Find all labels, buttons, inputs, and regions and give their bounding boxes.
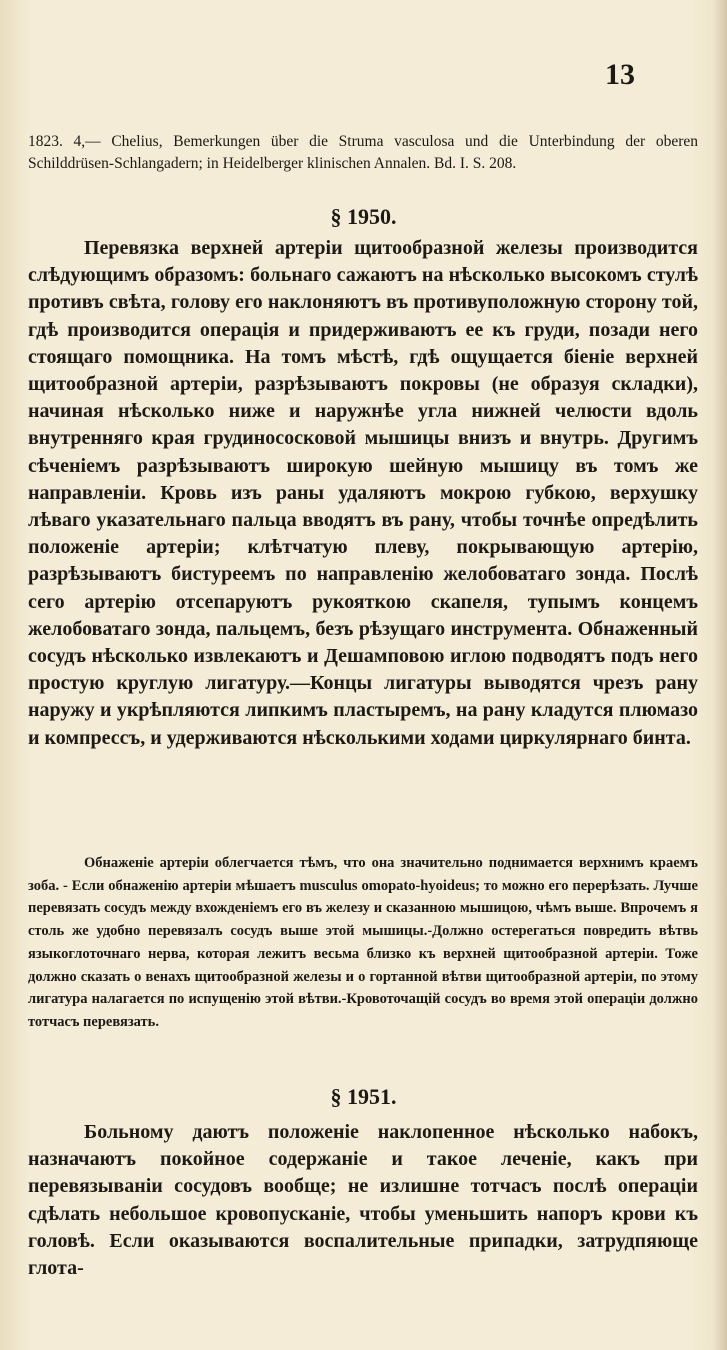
section-heading-1951: § 1951.	[330, 1084, 397, 1109]
page-edge-shadow	[713, 0, 727, 1350]
section-1950-note	[28, 852, 698, 1077]
section-1950-note-paragraph: Обнаженіе артеріи облегчается тѣмъ, что она значительно поднимается верхнимъ краемъ зоба. - Если обнаженію артеріи мѣшаетъ musculus omopato-hyoideus; то можно его перерѣзать. Лучше перевязать сосудъ между вхожденіемъ его въ железу и сказанною мышицою, чѣмъ выше. Впрочемъ я столь же удобно перевязалъ сосудъ выше этой мышицы.-Должно остерегаться повредить вѣтвь языкоглоточнаго нерва, которая лежитъ весьма близко къ верхней щитообразной артеріи. Тоже должно сказать о венахъ щитообразной железы и о гортанной вѣтви щитообразной артеріи, по этому лигатура налагается по испущенію этой вѣтви.-Кровоточащій сосудъ во время этой операціи должно тотчасъ перевязать.	[28, 855, 698, 1030]
section-1950-body	[28, 235, 698, 845]
page-number: 13	[605, 58, 635, 91]
section-1951-body	[28, 1119, 698, 1299]
bibliographic-reference: 1823. 4,— Chelius, Bemerkungen über die Struma vasculosa und die Unterbindung der oberen Schilddrüsen-Schlangadern; in Heidelberger klinischen Annalen. Bd. I. S. 208.	[28, 133, 698, 172]
section-1951-paragraph: Больному даютъ положеніе наклопенное нѣсколько набокъ, назначаютъ покойное содержаніе и такое леченіе, какъ при перевязываніи сосудовъ вообще; не излишне тотчасъ послѣ операціи сдѣлать небольшое кровопусканіе, чтобы уменьшить напоръ крови къ головѣ. Если оказываются воспалительные припадки, затрудпяюще глота-	[28, 1121, 698, 1280]
section-heading-1950: § 1950.	[330, 204, 397, 229]
section-1950-paragraph: Перевязка верхней артеріи щитообразной железы производится слѣдующимъ образомъ: больнаго сажаютъ на нѣсколько высокомъ стулѣ противъ свѣта, голову его наклоняютъ въ противуположную сторону той, гдѣ производится операція и придерживаютъ ее къ груди, позади него стоящаго помощника. На томъ мѣстѣ, гдѣ ощущается біеніе верхней щитообразной артеріи, разрѣзываютъ покровы (не образуя складки), начиная нѣсколько ниже и наружнѣе угла нижней челюсти вдоль внутренняго края грудинососковой мышицы внизъ и внутрь. Другимъ сѣченіемъ разрѣзываютъ широкую шейную мышицу въ томъ же направленіи. Кровь изъ раны удаляютъ мокрою губкою, верхушку лѣваго указательнаго пальца вводятъ въ рану, чтобы точнѣе опредѣлить положеніе артеріи; клѣтчатую плеву, покрывающую артерію, разрѣзываютъ бистуреемъ по направленію желобоватаго зонда. Послѣ сего артерію отсепаруютъ рукояткою скапеля, тупымъ концемъ желобоватаго зонда, пальцемъ, безъ рѣзущаго инструмента. Обнаженный сосудъ нѣсколько извлекаютъ и Дешамповою иглою подводятъ подъ него простую круглую лигатуру.—Концы лигатуры выводятся чрезъ рану наружу и укрѣпляются липкимъ пластыремъ, на рану кладутся плюмазо и компрессъ, и удерживаются нѣсколькими ходами циркулярнаго бинта.	[28, 237, 698, 749]
